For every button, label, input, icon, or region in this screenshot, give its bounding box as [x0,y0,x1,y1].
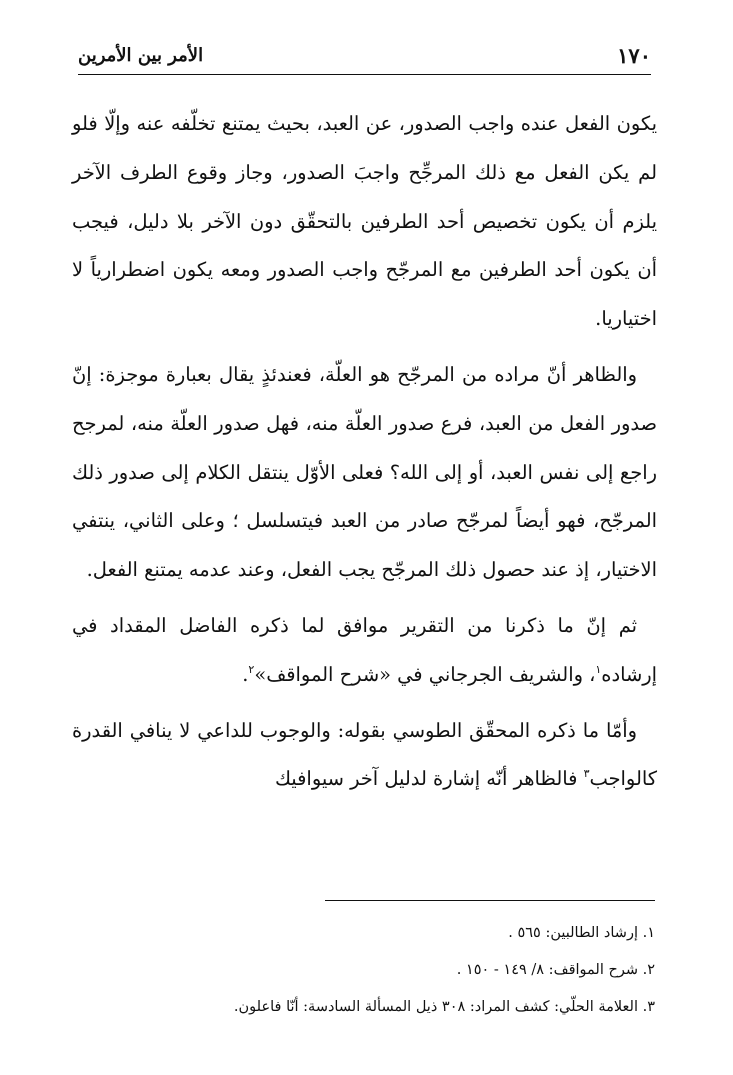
page-number: ١٧٠ [617,42,651,68]
footnote-2: ٢. شرح المواقف: ٨/ ١٤٩ - ١٥٠ . [456,962,655,978]
paragraph-4 [72,707,657,805]
footnotes [110,915,655,1026]
page-header [78,38,651,72]
paragraph-4-text-a: وأمّا ما ذكره المحقّق الطوسي بقوله: والوجوب للداعي لا ينافي القدرة كالواجب [72,718,657,791]
paragraph-3 [72,602,657,700]
paragraph-3-text-a: ثم إنّ ما ذكرنا من التقرير موافق لما ذكره الفاضل المقداد في إرشاده [72,613,657,686]
footnote-ref-3[interactable]: ٣ [583,767,590,781]
header-rule [78,74,651,75]
footnote-separator [325,900,655,901]
paragraph-2: والظاهر أنّ مراده من المرجّح هو العلّة، فعندئذٍ يقال بعبارة موجزة: إنّ صدور الفعل من العبد، فرع صدور العلّة منه، فهل صدور العلّة منه، لمرجح راجع إلى نفس العبد، أو إلى الله؟ فعلى الأوّل ينتقل الكلام إلى صدور ذلك المرجّح، فهو أيضاً لمرجّح صادر من العبد فيتسلسل ؛ وعلى الثاني، ينتفي الاختيار، إذ عند حصول ذلك المرجّح يجب الفعل، وعند عدمه يمتنع الفعل. [72,362,657,582]
footnote-ref-2[interactable]: ٢ [248,662,255,676]
footnote-1: ١. إرشاد الطالبين: ٥٦٥ . [508,925,655,941]
footnote-ref-1[interactable]: ١ [595,662,602,676]
body-text [72,92,657,811]
paragraph-1: يكون الفعل عنده واجب الصدور، عن العبد، بحيث يمتنع تخلّفه عنه وإلّا فلو لم يكن الفعل مع ذلك المرجِّح واجبَ الصدور، وجاز وقوع الطرف الآخر يلزم أن يكون تخصيص أحد الطرفين بالتحقّق دون الآخر بلا دليل، فيجب أن يكون أحد الطرفين مع المرجّح واجب الصدور ومعه يكون اضطرارياً لا اختياريا. [72,112,657,331]
paragraph-3-text-c: . [242,662,249,686]
paragraph-4-text-b: فالظاهر أنّه إشارة لدليل آخر سيوافيك [274,767,584,791]
footnote-3: ٣. العلامة الحلّي: كشف المراد: ٣٠٨ ذيل المسألة السادسة: أنّا فاعلون. [233,999,655,1015]
paragraph-3-text-b: ، والشريف الجرجاني في «شرح المواقف» [254,662,596,686]
running-title: الأمر بين الأمرين [78,44,204,66]
